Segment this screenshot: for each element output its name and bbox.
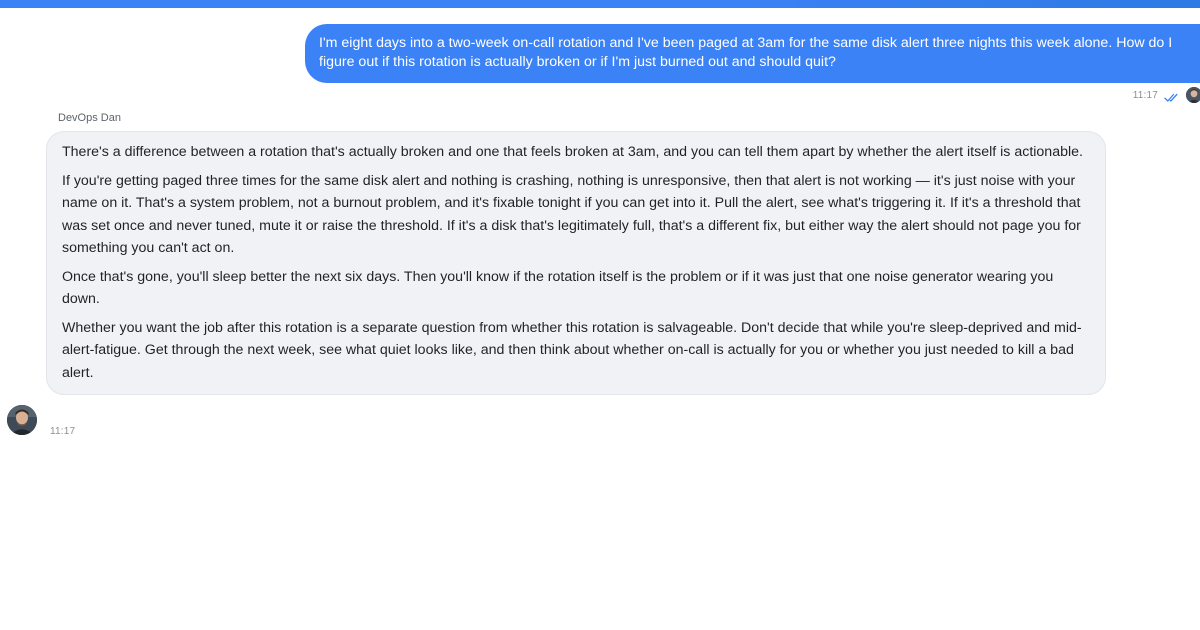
- double-check-icon: [1164, 90, 1180, 100]
- bot-paragraph: Once that's gone, you'll sleep better the next six days. Then you'll know if the rotation itself is the problem or if it was just that one noise generator wearing you down.: [62, 268, 1054, 307]
- user-message-time: 11:17: [1132, 89, 1158, 101]
- bot-avatar[interactable]: [7, 405, 37, 435]
- bot-paragraph: If you're getting paged three times for the same disk alert and nothing is crashing, nothing is unresponsive, then that alert is not working — it's just noise with your name on it. That's a system problem, not a burnout problem, and it's fixable tonight if you can get into it. Pull the alert, see what's triggering it. If it's a threshold that was set once and never tuned, mute it or raise the threshold. If it's a disk that's legitimately full, that's a different fix, but either way the alert should not page you for something you can't act on.: [62, 172, 1081, 256]
- bot-paragraph: Whether you want the job after this rotation is a separate question from whether this rotation is salvageable. Don't decide that while you're sleep-deprived and mid-alert-fatigue. Get through the next week, see what quiet looks like, and then think about whether on-call is actually for you or whether you just needed to kill a bad alert.: [62, 319, 1082, 381]
- user-message-bubble: [305, 24, 1200, 83]
- bot-message-bubble: [46, 131, 1106, 395]
- user-avatar[interactable]: [1186, 87, 1200, 103]
- user-message-text: I'm eight days into a two-week on-call rotation and I've been paged at 3am for the same disk alert three nights this week alone. How do I figure out if this rotation is actually broken or if I'm just burned out and should quit?: [319, 35, 1173, 70]
- bot-sender-name: DevOps Dan: [58, 112, 121, 124]
- bot-message-time: 11:17: [50, 426, 76, 437]
- user-message-meta: [1133, 87, 1200, 103]
- bot-paragraph: There's a difference between a rotation that's actually broken and one that feels broken at 3am, and you can tell them apart by whether the alert itself is actionable.: [62, 144, 1083, 160]
